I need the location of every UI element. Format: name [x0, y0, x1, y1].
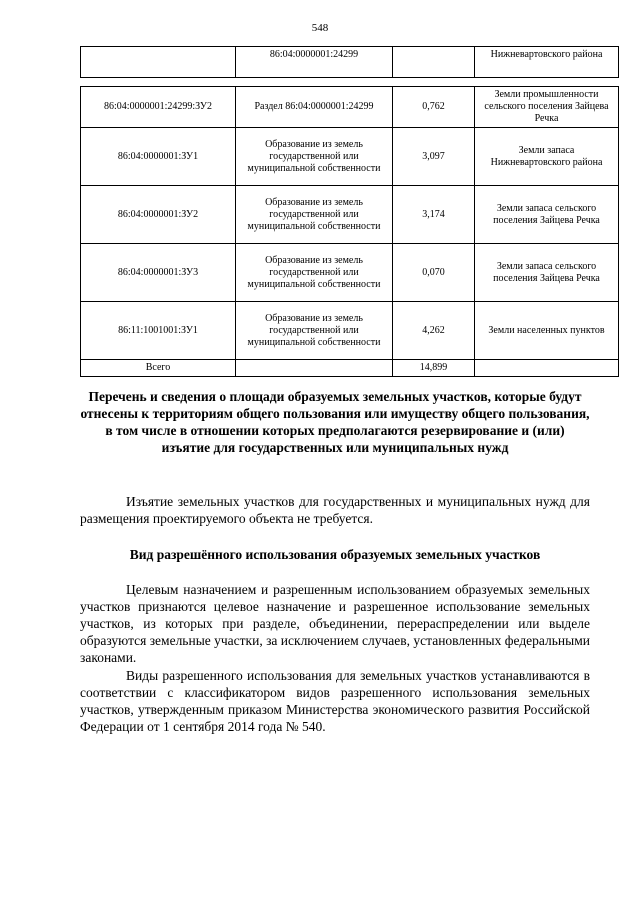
area-cell: 0,070 — [393, 244, 475, 302]
table-cell — [81, 47, 236, 78]
formation-method-cell: Образование из земель государственной или муниципальной собственности — [236, 244, 393, 302]
section-heading: Перечень и сведения о площади образуемых земельных участков, которые будут отнесены к территориям общего пользования или имуществу общего пользования, в том числе в отношении которых предполагаются резервирование и (или) изъятие для государственных или муниципальных нужд — [80, 389, 590, 455]
cadastral-number-cell: 86:04:0000001:ЗУ1 — [81, 128, 236, 186]
paragraph: Виды разрешенного использования для земельных участков устанавливаются в соответствии с классификатором видов разрешенного использования земельных участков, утвержденным приказом Министерства экономического развития Российской Федерации от 1 сентября 2014 года № 540. — [80, 668, 590, 734]
land-category-cell: Земли населенных пунктов — [475, 302, 619, 360]
cadastral-number-cell: 86:11:1001001:ЗУ1 — [81, 302, 236, 360]
table-row — [81, 87, 619, 128]
land-category-cell: Земли запаса Нижневартовского района — [475, 128, 619, 186]
table-row — [81, 244, 619, 302]
formation-method-cell: Образование из земель государственной или муниципальной собственности — [236, 128, 393, 186]
table-row — [81, 302, 619, 360]
table-cell — [236, 360, 393, 377]
continuation-table — [80, 46, 619, 78]
paragraph: Изъятие земельных участков для государственных и муниципальных нужд для размещения проектируемого объекта не требуется. — [80, 494, 590, 526]
formation-method-cell: Раздел 86:04:0000001:24299 — [236, 87, 393, 128]
area-cell: 0,762 — [393, 87, 475, 128]
land-plots-table — [80, 86, 619, 377]
cadastral-number-cell: 86:04:0000001:ЗУ2 — [81, 186, 236, 244]
table-cell — [393, 47, 475, 78]
total-row — [81, 360, 619, 377]
land-category-cell: Земли запаса сельского поселения Зайцева Речка — [475, 244, 619, 302]
area-cell: 4,262 — [393, 302, 475, 360]
total-value-cell: 14,899 — [393, 360, 475, 377]
area-cell: 3,174 — [393, 186, 475, 244]
table-cell — [475, 360, 619, 377]
table-cell: 86:04:0000001:24299 — [236, 47, 393, 78]
cadastral-number-cell: 86:04:0000001:24299:ЗУ2 — [81, 87, 236, 128]
formation-method-cell: Образование из земель государственной или муниципальной собственности — [236, 302, 393, 360]
table-row — [81, 186, 619, 244]
page-number: 548 — [311, 22, 329, 34]
land-category-cell: Земли запаса сельского поселения Зайцева Речка — [475, 186, 619, 244]
section-heading: Вид разрешённого использования образуемых земельных участков — [129, 547, 541, 562]
table-cell: Нижневартовского района — [475, 47, 619, 78]
land-category-cell: Земли промышленности сельского поселения Зайцева Речка — [475, 87, 619, 128]
paragraph: Целевым назначением и разрешенным использованием образуемых земельных участков признаются целевое назначение и разрешенное использование земельных участков, из которых при разделе, объединении, перераспределении или выделе образуются земельные участки, за исключением случаев, установленных федеральными законами. — [80, 582, 590, 665]
cadastral-number-cell: 86:04:0000001:ЗУ3 — [81, 244, 236, 302]
formation-method-cell: Образование из земель государственной или муниципальной собственности — [236, 186, 393, 244]
table-row — [81, 47, 619, 78]
total-label-cell: Всего — [81, 360, 236, 377]
table-row — [81, 128, 619, 186]
area-cell: 3,097 — [393, 128, 475, 186]
